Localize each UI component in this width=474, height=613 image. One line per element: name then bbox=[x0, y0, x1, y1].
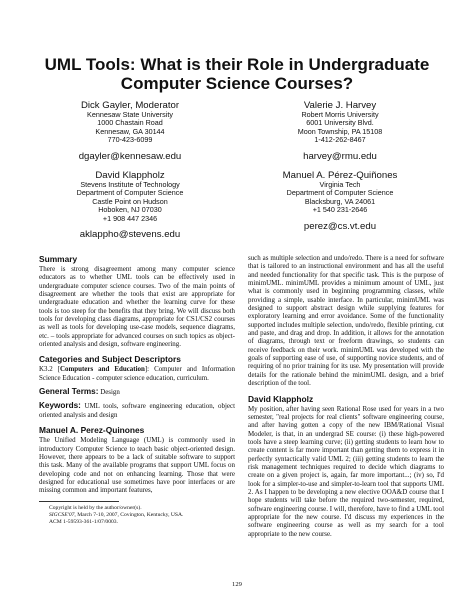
author-name: Manuel A. Pérez-Quiñones bbox=[282, 170, 398, 181]
author-affiliation: Robert Morris University bbox=[301, 110, 379, 119]
author-address: Castle Point on Hudson bbox=[92, 196, 168, 206]
author-address: 1000 Chastain Road bbox=[97, 118, 163, 128]
author-block-perez bbox=[270, 170, 410, 232]
footnote-conference bbox=[49, 512, 235, 519]
author-phone: 770-423-6099 bbox=[107, 135, 153, 145]
summary-text: There is strong disagreement among many computer science educators as to whether UML tools can be effectively used in undergraduate computer science courses. Two of the main points of disagreement are whether the tools that exist are appropriate for undergraduate education and whether the learning curve for these tools is too steep for the benefits that they bring. We will discuss both tools for developing class diagrams, appropriate for CS1/CS2 courses as well as tools for developing use-case models, sequence diagrams, etc. – tools appropriate for advanced courses on such topics as object-oriented analysis and design, software engineering. bbox=[39, 265, 235, 349]
left-column bbox=[39, 254, 235, 526]
page-number: 129 bbox=[232, 581, 242, 588]
categories-rest: ]: Computer and Information Science Education - computer science education, curriculum. bbox=[39, 365, 235, 382]
paper-title-line-2: Computer Science Courses? bbox=[120, 74, 354, 93]
author-email: dgayler@kennesaw.edu bbox=[78, 150, 182, 162]
categories-text bbox=[39, 365, 235, 382]
author-city: Moon Township, PA 15108 bbox=[297, 126, 383, 136]
author-name: Valerie J. Harvey bbox=[303, 100, 377, 111]
author-phone: 1-412-262-8467 bbox=[314, 135, 366, 145]
author-phone: +1 908 447 2346 bbox=[102, 213, 158, 223]
author-affiliation: Virginia Tech bbox=[319, 180, 361, 189]
author-name: David Klappholz bbox=[95, 170, 165, 181]
perez-heading: Manuel A. Perez-Quinones bbox=[39, 425, 145, 436]
author-block-harvey bbox=[270, 100, 410, 162]
author-department: Department of Computer Science bbox=[286, 188, 394, 198]
author-address: 6001 University Blvd. bbox=[306, 118, 374, 128]
keywords-text: UML tools, software engineering education, object oriented analysis and design bbox=[39, 402, 235, 419]
author-affiliation: Kennesaw State University bbox=[87, 110, 173, 119]
author-block-gayler bbox=[60, 100, 200, 162]
klappholz-text: My position, after having seen Rational Rose used for years in a two semester, "real projects for real clients" software engineering course, and after having gotten a copy of the new IBM/Rational Visual Modeler, is that, in an undergrad SE course: (i) these high-powered tools have a steep learning curve; (ii) getting students to learn how to create content is far more important than getting them to express it in perfectly syntactically valid UML 2; (iii) getting students to learn the risk management techniques required to decide which diagrams to create on a given project is, again, far more important...; (iv) so, I'd look for a simpler-to-use and simpler-to-learn tool that supports UML 2. As I happen to be developing a new elective OOA&D course that I hope students will take before the required two-semester, required, software engineering course. I will, therefore, have to find a UML tool appropriate for the new course. I'd discuss my experiences in the software engineering course as well as my search for a tool appropriate to the new course. bbox=[248, 404, 444, 538]
keywords bbox=[39, 402, 235, 419]
author-affiliation: Stevens Institute of Technology bbox=[80, 180, 180, 189]
klappholz-heading: David Klappholz bbox=[248, 393, 314, 404]
general-terms bbox=[39, 388, 235, 396]
general-terms-text: Design bbox=[98, 388, 120, 397]
categories-heading: Categories and Subject Descriptors bbox=[39, 354, 181, 365]
author-email: perez@cs.vt.edu bbox=[303, 220, 377, 232]
author-email: harvey@rmu.edu bbox=[303, 150, 377, 162]
footnote-conference-name: SIGCSE'07, bbox=[49, 511, 76, 518]
summary-heading: Summary bbox=[39, 254, 78, 264]
keywords-heading: Keywords: bbox=[39, 401, 81, 411]
paper-title-line-1: UML Tools: What is their Role in Undergraduate bbox=[44, 55, 430, 74]
author-city: Hoboken, NJ 07030 bbox=[98, 205, 162, 215]
author-email: aklappho@stevens.edu bbox=[79, 229, 181, 241]
author-department: Department of Computer Science bbox=[76, 188, 184, 198]
categories-bold: Computers and Education bbox=[60, 365, 145, 374]
perez-text: The Unified Modeling Language (UML) is commonly used in introductory Computer Science to teach basic object-oriented design. However, there appears to be a lack of suitable software to support this task. Many of the available programs that support UML focus on developing code and not on enhancing learning. Those that were designed for educational use sometimes have poor interfaces or are missing common and important features, bbox=[39, 436, 235, 495]
author-block-klappholz bbox=[60, 170, 200, 240]
author-name: Dick Gayler, Moderator bbox=[80, 100, 180, 111]
author-city: Kennesaw, GA 30144 bbox=[95, 126, 165, 136]
footnote-rule bbox=[39, 501, 119, 502]
author-phone: +1 540 231-2646 bbox=[312, 205, 368, 215]
footnote-conference-details: March 7-10, 2007, Covington, Kentucky, USA. bbox=[75, 511, 184, 518]
general-terms-heading: General Terms: bbox=[39, 387, 99, 397]
author-city: Blacksburg, VA 24061 bbox=[304, 196, 376, 206]
right-column bbox=[248, 254, 444, 544]
categories-code: K3.2 [ bbox=[39, 365, 61, 374]
footnote-copyright: Copyright is held by the author/owner(s). bbox=[49, 504, 142, 511]
footnote-acm: ACM 1-59593-361-1/07/0003. bbox=[49, 518, 118, 525]
perez-continued-text: such as multiple selection and undo/redo. There is a need for software that is tailored to an instructional environment and has all the useful and needed functionality for that specific task. This is the purpose of minimUML. minimUML provides a minimum amount of UML, just what is commonly used in beginning programming classes, while providing a simple, usable interface. In particular, minimUML was designed to support abstract design while supplying features for exploratory learning and error avoidance. Some of the functionality supported includes multiple selection, undo/redo, flexible printing, cut and paste, and drag and drop. In addition, it allows for the annotation of diagrams, through text or freeform drawings, so students can receive feedback on their work. minimUML was developed with the goals of supporting ease of use, of supporting novice students, and of requiring of no prior training for its use. My presentation will provide details for the rationale behind the minimUML design, and a brief description of the tool. bbox=[248, 254, 444, 388]
